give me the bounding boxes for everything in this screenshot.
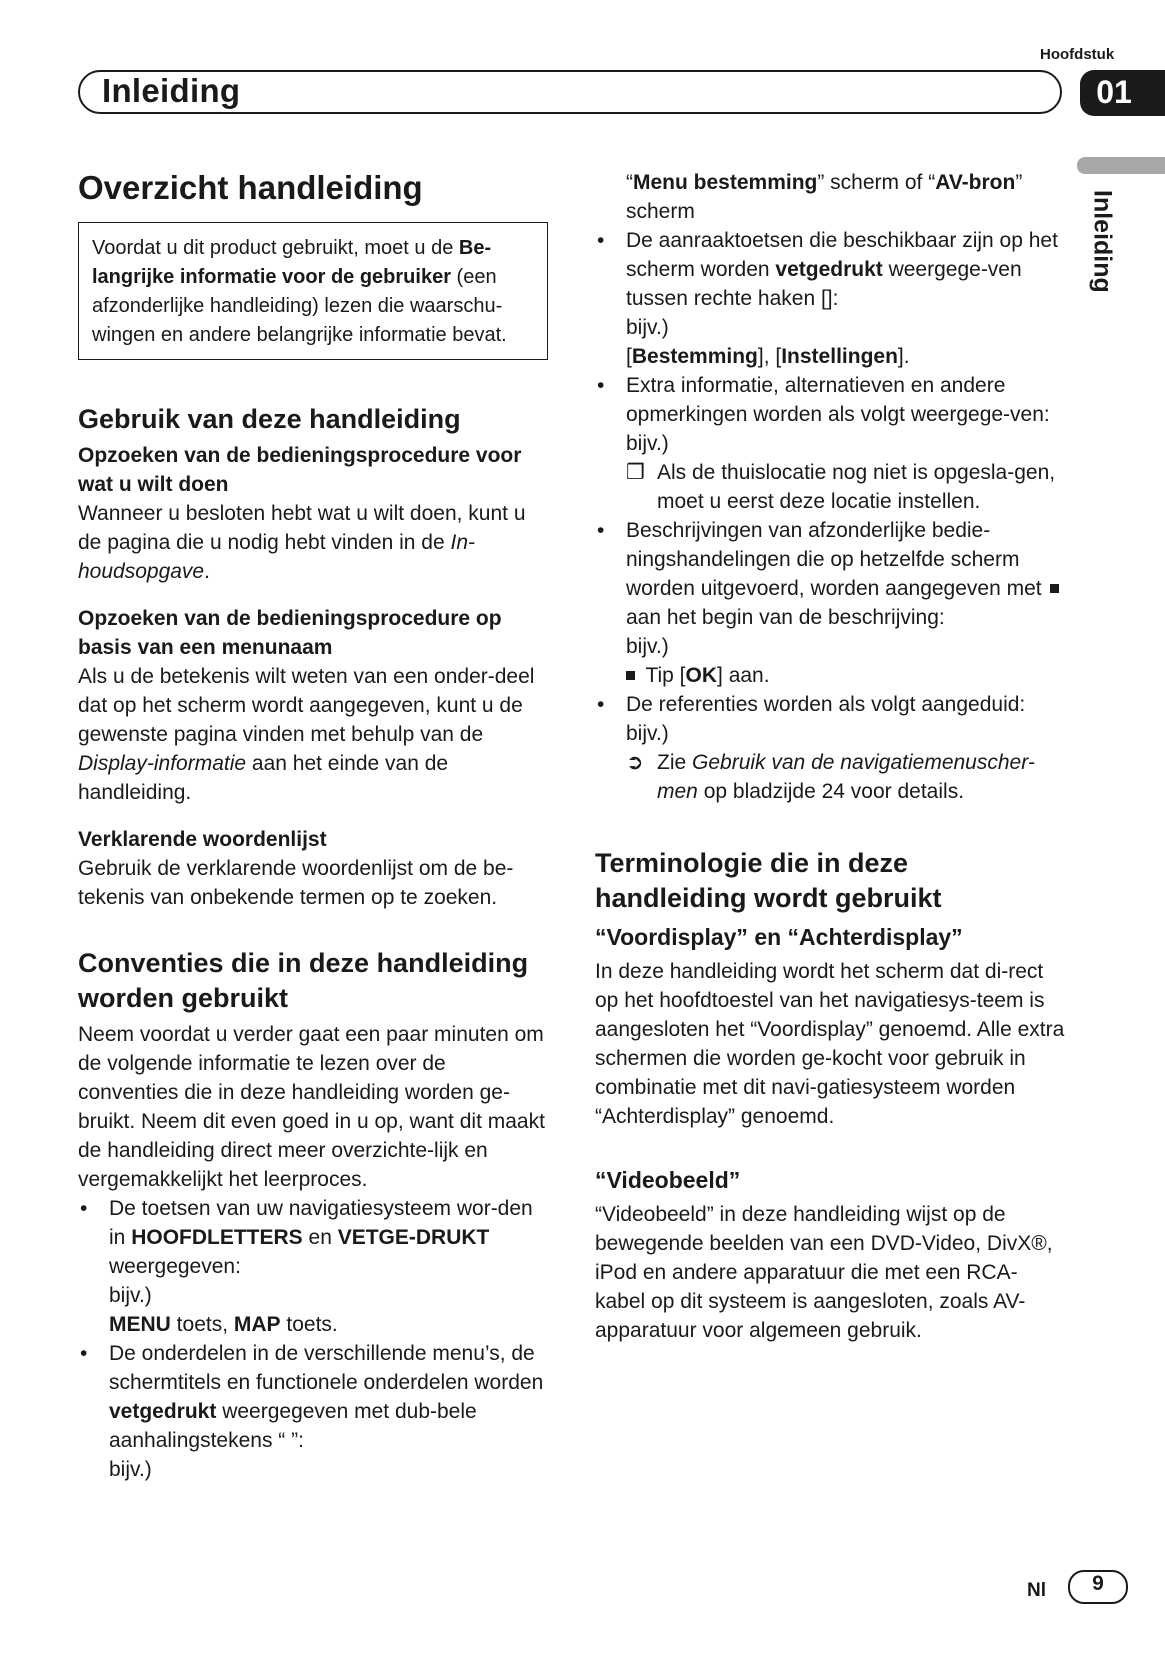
example-label: bijv.): [109, 1458, 152, 1481]
text: Beschrijvingen van afzonderlijke bedie-ningshandelingen die op hetzelfde scherm worden uitgevoerd, worden aangegeven met: [626, 519, 1048, 600]
side-tab-bar: [1077, 157, 1165, 174]
square-bullet-icon: [626, 671, 635, 680]
text: [: [626, 345, 632, 368]
paragraph-videobeeld: “Videobeeld” in deze handleiding wijst op de bewegende beelden van een DVD-Video, DivX®, iPod en andere apparatuur die met een RCA-kabel op dit systeem is aangesloten, zoals AV-apparatuur voor algemeen gebruik.: [595, 1203, 1053, 1342]
text: De aanraaktoetsen die beschikbaar zijn op het scherm worden: [626, 229, 1058, 281]
heading-usage: Gebruik van deze handleiding: [78, 404, 461, 434]
text: ” scherm of “: [817, 171, 936, 194]
text: Tip [: [640, 664, 686, 687]
page-title: Inleiding: [102, 72, 241, 109]
text: weergegeven met dub-bele aanhalingstekens “ ”:: [109, 1400, 477, 1452]
example-label: bijv.): [626, 316, 669, 339]
bold-text: Instellingen: [781, 345, 898, 368]
reference-item: [626, 748, 1065, 806]
italic-ref: Display-informatie: [78, 752, 247, 775]
subheading-videobeeld: “Videobeeld”: [595, 1167, 741, 1193]
list-item-continued: [595, 168, 1065, 226]
notice-box: [78, 222, 548, 360]
italic-ref: In-houdsopgave: [78, 531, 475, 583]
text: Zie: [657, 751, 693, 774]
italic-ref: Gebruik van de navigatiemenuscher-men: [657, 751, 1035, 803]
note-item: [626, 458, 1065, 516]
bold-text: MAP: [233, 1313, 281, 1336]
note-text: Als de thuislocatie nog niet is opgesla-gen, moet u eerst deze locatie instellen.: [657, 461, 1056, 513]
list-item: [595, 371, 1065, 516]
paragraph-procedure-task: [78, 499, 548, 586]
notice-bold: Be-langrijke informatie voor de gebruiker: [92, 237, 492, 288]
notice-text: Voordat u dit product gebruikt, moet u de: [92, 237, 459, 259]
side-tab: [1072, 190, 1132, 330]
example-label: bijv.): [109, 1284, 152, 1307]
example-label: bijv.): [626, 432, 669, 455]
list-item: [595, 226, 1065, 371]
subheading-procedure-task: Opzoeken van de bedieningsprocedure voor wat u wilt doen: [78, 444, 522, 496]
text: De toetsen van uw navigatiesysteem wor-den in: [109, 1197, 533, 1249]
example-text: [626, 661, 1065, 690]
text: ], [: [757, 345, 782, 368]
text: “: [626, 171, 633, 194]
bold-text: Bestemming: [631, 345, 758, 368]
checkbox-icon: ❒: [626, 461, 645, 484]
bold-text: vetgedrukt: [109, 1400, 217, 1423]
example-text: [626, 342, 1065, 371]
subheading-glossary: Verklarende woordenlijst: [78, 828, 327, 851]
bold-text: OK: [685, 664, 718, 687]
paragraph-procedure-menu: [78, 662, 548, 807]
bold-text: Menu bestemming: [633, 171, 818, 194]
example-label: bijv.): [626, 635, 669, 658]
heading-terminology: Terminologie die in deze handleiding wordt gebruikt: [595, 848, 942, 913]
text: en: [302, 1226, 338, 1249]
text: op bladzijde 24 voor details.: [697, 780, 965, 803]
paragraph-displays: In deze handleiding wordt het scherm dat di-rect op het hoofdtoestel van het navigatiesys-teem is aangesloten het “Voordisplay” genoemd. Alle extra schermen die worden ge-kocht voor gebruik in combinatie met dit navi-gatiesysteem worden “Achterdisplay” genoemd.: [595, 960, 1065, 1128]
text: Extra informatie, alternatieven en andere opmerkingen worden als volgt weergege-ven:: [626, 374, 1050, 426]
text: Wanneer u besloten hebt wat u wilt doen, kunt u de pagina die u nodig hebt vinden in de: [78, 502, 526, 554]
text: De onderdelen in de verschillende menu’s, de schermtitels en functionele onderdelen worden: [109, 1342, 544, 1394]
list-item: [595, 690, 1065, 806]
text: De referenties worden als volgt aangeduid:: [626, 693, 1026, 716]
text: ] aan.: [717, 664, 770, 687]
language-code: Nl: [1027, 1580, 1046, 1601]
square-bullet-icon: [1050, 584, 1059, 593]
example-text: [109, 1310, 548, 1339]
chapter-label: Hoofdstuk: [1040, 46, 1115, 63]
arrow-icon: ➲: [626, 751, 644, 774]
text: .: [204, 560, 210, 583]
bold-text: VETGE-DRUKT: [337, 1226, 490, 1249]
heading-conventions: Conventies die in deze handleiding worden gebruikt: [78, 948, 529, 1013]
left-column: [78, 168, 548, 1484]
right-column: [595, 168, 1065, 1345]
list-item: [78, 1194, 548, 1339]
text: Als u de betekenis wilt weten van een onder-deel dat op het scherm wordt aangegeven, kunt u de gewenste pagina vinden met behulp van de: [78, 665, 535, 746]
page-number: 9: [1092, 1572, 1104, 1595]
example-label: bijv.): [626, 722, 669, 745]
text: toets.: [280, 1313, 338, 1336]
subheading-displays: “Voordisplay” en “Achterdisplay”: [595, 924, 963, 950]
bold-text: MENU: [109, 1313, 171, 1336]
bold-text: HOOFDLETTERS: [131, 1226, 303, 1249]
chapter-number: 01: [1096, 74, 1132, 110]
text: ” scherm: [626, 171, 1023, 223]
text: ].: [897, 345, 910, 368]
text: toets,: [170, 1313, 234, 1336]
list-item: [595, 516, 1065, 690]
text: aan het einde van de handleiding.: [78, 752, 449, 804]
list-item: [78, 1339, 548, 1484]
bold-text: AV-bron: [935, 171, 1016, 194]
side-tab-label: Inleiding: [1088, 190, 1117, 293]
heading-overview: Overzicht handleiding: [78, 169, 423, 206]
paragraph-glossary: Gebruik de verklarende woordenlijst om de be-tekenis van onbekende termen op te zoeken.: [78, 857, 514, 909]
paragraph-conventions: Neem voordat u verder gaat een paar minuten om de volgende informatie te lezen over de conventies die in deze handleiding worden ge-bruikt. Neem dit even goed in u op, want dit maakt de handleiding direct meer overzichte-lijk en vergemakkelijkt het leerproces.: [78, 1023, 545, 1191]
text: weergege-ven tussen rechte haken []:: [626, 258, 1022, 310]
subheading-procedure-menu: Opzoeken van de bedieningsprocedure op basis van een menunaam: [78, 607, 502, 659]
text: aan het begin van de beschrijving:: [626, 606, 945, 629]
notice-text-2: (een afzonderlijke handleiding) lezen die waarschu-wingen en andere belangrijke informatie bevat.: [92, 266, 507, 346]
bold-text: vetgedrukt: [775, 258, 883, 281]
text: weergegeven:: [109, 1255, 241, 1278]
